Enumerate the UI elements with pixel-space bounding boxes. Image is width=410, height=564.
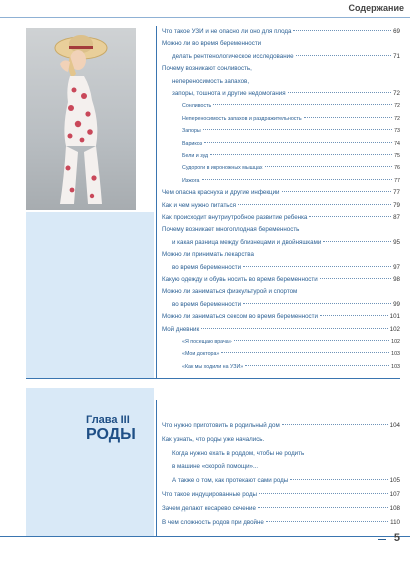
toc-entry (162, 214, 400, 222)
toc-entry (182, 140, 400, 148)
toc-entry-page: 74 (394, 140, 400, 147)
toc-entry-label: во время беременности (172, 300, 242, 308)
toc-entry-page: 87 (393, 214, 400, 221)
toc-entry-leader (221, 352, 389, 353)
toc-entry-label: Что такое УЗИ и не опасно ли оно для плода (162, 28, 292, 35)
toc-entry-page: 110 (390, 518, 400, 526)
toc-entry-leader (290, 479, 387, 480)
toc-entry-leader (201, 328, 387, 329)
toc-entry-leader (309, 216, 391, 217)
toc-list-top (162, 28, 400, 378)
toc-entry-label: Как происходит внутриутробное развитие ребенка (162, 214, 308, 221)
toc-entry-leader (288, 92, 392, 93)
toc-entry-leader (238, 204, 391, 205)
photo-illustration (26, 28, 136, 210)
toc-entry-leader (210, 154, 392, 155)
toc-entry-label: Как узнать, что роды уже начались. (162, 435, 265, 443)
toc-entry-label: запоры, тошнота и другие недомогания (172, 90, 286, 97)
toc-entry-leader (296, 55, 392, 56)
toc-entry-label: Зачем делают кесарево сечение (162, 504, 256, 512)
toc-entry-label: Можно ли во время беременности (162, 40, 262, 48)
toc-entry-label: Запоры (182, 128, 201, 135)
toc-entry (162, 40, 400, 48)
toc-entry-leader (304, 117, 392, 118)
toc-entry-leader (259, 493, 388, 494)
toc-entry-page: 75 (394, 153, 400, 159)
corner-mark (378, 539, 386, 540)
toc-entry-page: 108 (389, 504, 400, 512)
toc-entry-page: 97 (393, 263, 400, 271)
toc-entry (172, 301, 400, 309)
toc-entry-leader (323, 241, 391, 242)
toc-entry-page: 107 (389, 491, 400, 498)
toc-entry (182, 350, 400, 358)
header-title: Содержание (348, 3, 404, 13)
toc-entry-page: 103 (391, 363, 400, 370)
toc-entry-page: 99 (393, 300, 400, 308)
side-panel-top (26, 212, 154, 378)
chapter-number: Глава III (86, 414, 130, 426)
toc-entry (162, 28, 400, 36)
toc-entry (162, 202, 400, 210)
toc-entry-leader (265, 166, 393, 167)
toc-entry-label: Что нужно приготовить в родильный дом (162, 422, 280, 429)
toc-entry (182, 152, 400, 160)
toc-entry-label: Изжога (182, 177, 200, 184)
toc-entry-label: «Мои доктора» (182, 351, 220, 358)
column-divider-top (156, 26, 157, 378)
toc-entry-label: Можно ли заниматься сексом во время беременности (162, 313, 318, 321)
toc-entry-leader (320, 278, 391, 279)
header-divider (0, 17, 410, 18)
toc-entry-label: Когда нужно ехать в роддом, чтобы не родить (172, 449, 305, 457)
toc-entry-page: 69 (393, 28, 400, 35)
chapter-heading (86, 414, 136, 444)
toc-entry-page: 105 (389, 477, 400, 485)
toc-entry-label: А также о том, как протекают сами роды (172, 477, 289, 485)
toc-entry-label: непереносимость запахов, (172, 77, 250, 85)
toc-entry-page: 72 (394, 103, 400, 110)
toc-entry-leader (266, 521, 388, 522)
toc-entry (182, 115, 400, 123)
toc-entry-page: 73 (394, 128, 400, 135)
toc-entry-leader (243, 266, 391, 267)
toc-entry-leader (213, 104, 392, 105)
section-bottom-rule (26, 378, 400, 379)
toc-entry (172, 264, 400, 272)
toc-entry (182, 127, 400, 135)
toc-entry-page: 95 (393, 238, 400, 246)
toc-entry (182, 363, 400, 371)
toc-entry (162, 226, 400, 234)
toc-entry-label: Чем опасна краснуха и другие инфекции (162, 189, 280, 197)
toc-entry-page: 103 (391, 351, 400, 358)
toc-entry-label: Судороги в икроножных мышцах (182, 165, 263, 172)
toc-entry-label: Почему возникает многоплодная беременность (162, 226, 300, 234)
toc-entry-label: Почему возникают сонливость, (162, 65, 252, 73)
side-panel-chapter (26, 388, 154, 536)
toc-entry-label: Бели и зуд (182, 153, 209, 159)
toc-entry-label: «Как мы ходили на УЗИ» (182, 363, 244, 370)
toc-entry-page: 102 (391, 339, 400, 345)
toc-entry-page: 104 (389, 422, 400, 429)
toc-entry (182, 102, 400, 110)
toc-entry-page: 71 (393, 52, 400, 60)
toc-entry-leader (320, 315, 388, 316)
chapter-title: РОДЫ (86, 426, 136, 443)
page-number: 5 (393, 532, 400, 544)
toc-entry-label: Сонливость (182, 103, 212, 110)
toc-entry-label: во время беременности (172, 263, 242, 271)
toc-entry (162, 276, 400, 284)
toc-entry (162, 251, 400, 259)
toc-entry-leader (293, 30, 391, 31)
toc-entry-label: «Я посещаю врача» (182, 339, 232, 345)
toc-entry-leader (202, 179, 393, 180)
toc-entry-label: Можно ли заниматься физкультурой и спортом (162, 288, 298, 296)
toc-entry (172, 78, 400, 86)
toc-entry-page: 102 (389, 325, 400, 333)
toc-entry-label: Как и чем нужно питаться (162, 201, 236, 209)
toc-entry-label: Какую одежду и обувь носить во время беременности (162, 276, 318, 283)
bottom-rule (0, 536, 410, 537)
toc-entry-label: и какая разница между близнецами и двойняшками (172, 238, 322, 246)
toc-entry (172, 477, 400, 485)
toc-entry (172, 239, 400, 247)
toc-entry (172, 90, 400, 98)
toc-entry-page: 77 (393, 189, 400, 197)
toc-entry (162, 65, 400, 73)
toc-entry-label: Что такое индуцированные роды (162, 491, 257, 498)
toc-entry-label: Мой дневник (162, 325, 200, 333)
toc-entry-leader (204, 142, 392, 143)
toc-entry (182, 164, 400, 172)
toc-entry-page: 77 (394, 177, 400, 184)
toc-entry (162, 422, 400, 430)
toc-entry-page: 79 (393, 201, 400, 209)
toc-entry-leader (282, 191, 392, 192)
toc-entry (172, 463, 400, 471)
toc-entry-label: Варикоз (182, 140, 203, 147)
toc-entry-page: 101 (389, 313, 400, 321)
toc-list-bottom (162, 422, 400, 534)
toc-entry (162, 189, 400, 197)
toc-entry (172, 53, 400, 61)
pregnant-woman-photo (26, 28, 136, 210)
toc-entry-label: делать рентгенологическое исследование (172, 52, 294, 60)
toc-entry-label: Непереносимость запахов и раздражительность (182, 115, 302, 122)
toc-entry-leader (258, 507, 388, 508)
toc-entry-leader (234, 340, 390, 341)
toc-entry (162, 505, 400, 513)
toc-entry-label: в машине «скорой помощи»... (172, 463, 259, 471)
toc-entry-page: 72 (394, 115, 400, 122)
toc-entry-leader (245, 365, 389, 366)
toc-entry (162, 519, 400, 527)
toc-entry-label: В чем сложность родов при двойне (162, 518, 264, 526)
toc-entry (182, 338, 400, 346)
toc-entry-leader (203, 129, 392, 130)
toc-entry-leader (282, 424, 388, 425)
toc-entry (162, 326, 400, 334)
toc-entry-page: 98 (393, 276, 400, 283)
toc-entry (172, 450, 400, 458)
column-divider-bottom (156, 400, 157, 536)
toc-entry-label: Можно ли принимать лекарства (162, 251, 254, 259)
toc-entry-page: 72 (393, 90, 400, 97)
toc-entry (162, 491, 400, 499)
toc-entry (162, 436, 400, 444)
toc-entry (162, 313, 400, 321)
toc-entry-page: 76 (394, 165, 400, 172)
toc-entry (162, 288, 400, 296)
toc-entry-leader (243, 303, 391, 304)
toc-entry (182, 177, 400, 185)
